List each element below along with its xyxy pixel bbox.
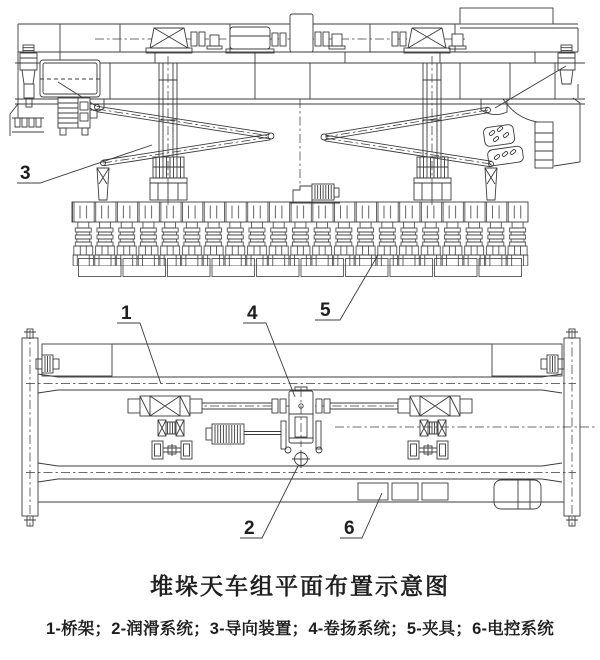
buffer-bar-right-plan (408, 441, 448, 459)
hoist-machinery-top (95, 14, 466, 53)
control-cabinets (358, 483, 448, 500)
callout-3: 3 (20, 163, 31, 184)
end-carriage-left-plan (22, 329, 38, 526)
callout-6: 6 (344, 518, 355, 539)
callout-1: 1 (121, 303, 132, 324)
guide-device-left (90, 99, 274, 200)
figure-legend: 1-桥架；2-润滑系统；3-导向装置；4-卷扬系统；5-夹具；6-电控系统 (46, 620, 554, 638)
end-carriage-right-plan (564, 329, 580, 526)
wheel-block-left-plan (158, 420, 184, 436)
leader-4 (243, 323, 295, 397)
cab-box-plan (494, 480, 541, 509)
callout-5: 5 (320, 300, 331, 321)
corner-box-top-right (492, 344, 564, 376)
buffer-bar-left-plan (152, 441, 192, 459)
lubrication-point (292, 450, 310, 468)
slot-holes (489, 126, 510, 142)
callout-2: 2 (244, 518, 255, 539)
end-truck-wheel-right (558, 45, 575, 84)
plan-view (22, 329, 597, 526)
center-motor-elevation (290, 184, 340, 203)
callout-4: 4 (247, 303, 258, 324)
column-left (150, 56, 187, 205)
hoist-system-plan (128, 387, 597, 459)
leader-1 (117, 323, 161, 384)
end-truck-wheel-left (20, 45, 37, 107)
corner-box-top-left (36, 344, 112, 376)
column-right (414, 56, 451, 205)
wheel-block-right-plan (420, 420, 446, 436)
slot-holes-2 (494, 149, 517, 160)
elevation-view (10, 8, 585, 277)
guide-device-right (321, 66, 566, 200)
rack-teeth-left (12, 118, 44, 132)
clamp-row (72, 202, 528, 277)
leader-3 (17, 145, 152, 183)
slotted-brackets-right (483, 124, 524, 166)
figure-title: 堆垛天车组平面布置示意图 (150, 573, 450, 599)
